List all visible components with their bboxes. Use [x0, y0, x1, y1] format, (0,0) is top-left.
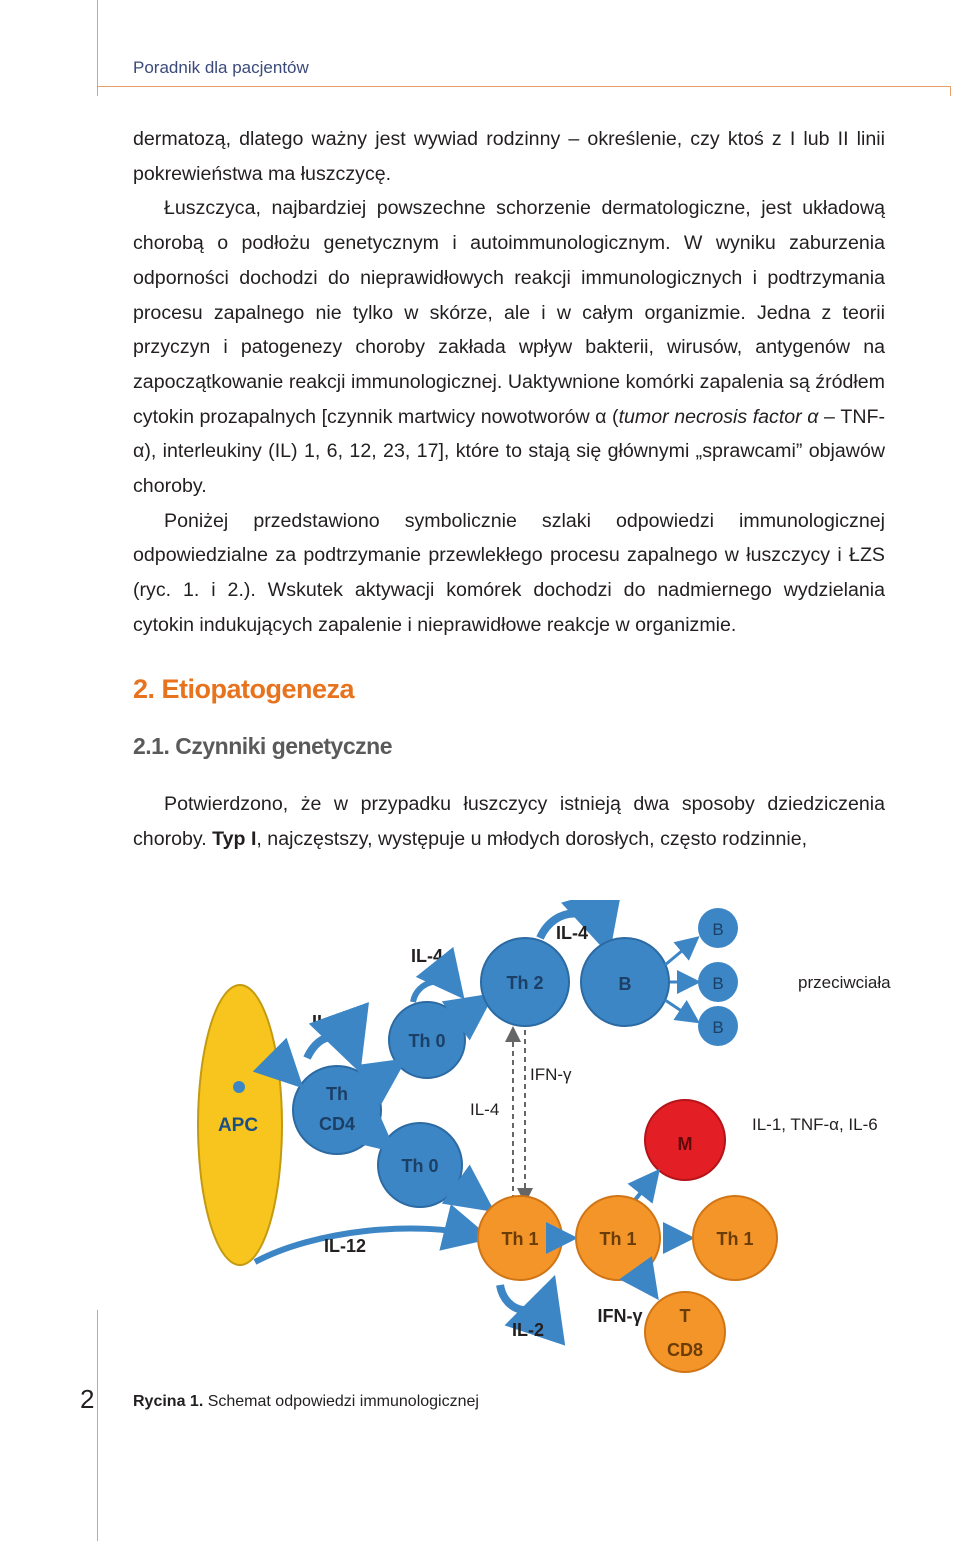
ifn-gamma-mid-label: IFN-γ	[530, 1065, 572, 1084]
th1-c-label: Th 1	[716, 1229, 754, 1249]
th-cd4-label-a: Th	[326, 1084, 348, 1104]
figure-caption: Rycina 1. Schemat odpowiedzi immunologicznej	[133, 1393, 479, 1410]
th1-a-label: Th 1	[501, 1229, 539, 1249]
th1-b-label: Th 1	[599, 1229, 637, 1249]
t-cd8-cell	[645, 1292, 725, 1372]
th0-bottom-label: Th 0	[401, 1156, 439, 1176]
il12-label: IL-12	[323, 1236, 367, 1256]
b3-label: B	[712, 1018, 724, 1037]
b-main-label: B	[618, 974, 632, 994]
il2-arrow	[307, 1037, 355, 1058]
il4-right-label: IL-4	[555, 923, 589, 943]
body-text	[133, 122, 885, 643]
th0-top-label: Th 0	[408, 1031, 446, 1051]
bottom-margin-line	[97, 1310, 98, 1541]
section-heading: 2. Etiopatogeneza	[133, 674, 355, 704]
body-text-2	[133, 787, 885, 856]
ifn-gamma-bottom-label: IFN-γ	[597, 1306, 643, 1326]
m-label: M	[677, 1134, 693, 1154]
th-cd4-label-b: CD4	[318, 1114, 356, 1134]
il4-top-arrow	[413, 981, 457, 1002]
apc-antigen	[233, 1081, 245, 1093]
th1b-to-m-arrow	[635, 1175, 655, 1200]
th1b-to-cd8-arrow	[643, 1278, 653, 1292]
top-margin-line	[97, 0, 98, 96]
th-cd4-cell	[293, 1066, 381, 1154]
th0-to-th2-arrow	[457, 1000, 485, 1020]
m-cytokines-label: IL-1, TNF-α, IL-6	[752, 1115, 878, 1134]
t-cd8-label-a: T	[679, 1306, 691, 1326]
il4-mid-label: IL-4	[470, 1100, 500, 1119]
paragraph-2: Łuszczyca, najbardziej powszechne schorzenie dermatologiczne, jest układową chorobą o podłożu genetycznym i autoimmunologicznym. W wyniku zaburzenia odporności dochodzi do nieprawidłowych reakcji immunologicznych i podtrzymania procesu zapalnego nie tylko w skórze, ale i w całym organizmie. Jedna z teorii przyczyn i patogenezy choroby zakłada wpływ bakterii, wirusów, antygenów na zapoczątkowanie reakcji immunologicznej. Uaktywnione komórki zapalenia są źródłem cytokin prozapalnych [czynnik martwicy nowotworów α (tumor necrosis factor α – TNF-α), interleukiny (IL) 1, 6, 12, 23, 17], które to stają się głównymi „sprawcami” objawów choroby.	[133, 197, 886, 498]
b2-label: B	[712, 974, 724, 993]
paragraph-1: dermatozą, dlatego ważny jest wywiad rodzinny – określenie, czy ktoś z I lub II linii pokrewieństwa ma łuszczycę.	[133, 128, 885, 185]
il2-bottom-label: IL-2	[511, 1320, 545, 1340]
b-to-b3-arrow	[665, 1000, 695, 1020]
t-cd8-label-b: CD8	[666, 1340, 704, 1360]
b-to-b1-arrow	[665, 940, 695, 965]
th0b-to-th1-arrow	[457, 1185, 485, 1205]
header-right-line	[950, 86, 951, 96]
immune-response-diagram	[195, 900, 895, 1380]
il2-top-label: IL-2	[311, 1012, 345, 1032]
paragraph-3: Poniżej przedstawiono symbolicznie szlaki odpowiedzi immunologicznej odpowiedzialne za podtrzymanie przewlekłego procesu zapalnego w łuszczycy i ŁZS (ryc. 1. i 2.). Wskutek aktywacji komórek dochodzi do nadmiernego wydzielania cytokin indukujących zapalenie i nieprawidłowe reakcje w organizmie.	[133, 509, 885, 636]
paragraph-4: Potwierdzono, że w przypadku łuszczycy istnieją dwa sposoby dziedziczenia choroby. Typ I, najczęstszy, występuje u młodych dorosłych, często rodzinnie,	[133, 793, 885, 850]
running-header: Poradnik dla pacjentów	[133, 58, 309, 77]
antibodies-label: przeciwciała	[798, 973, 891, 992]
page-number: 2	[80, 1384, 95, 1414]
b1-label: B	[712, 920, 724, 939]
il2-bottom-arrow	[500, 1285, 550, 1310]
subsection-heading: 2.1. Czynniki genetyczne	[133, 733, 392, 759]
header-rule	[97, 86, 950, 87]
thcd4-to-th0b-arrow	[375, 1135, 387, 1145]
il4-top-label: IL-4	[410, 946, 444, 966]
thcd4-to-th0-arrow	[375, 1065, 397, 1080]
apc-label: APC	[217, 1115, 259, 1136]
th2-label: Th 2	[506, 973, 544, 993]
il12-arrow	[255, 1228, 480, 1262]
